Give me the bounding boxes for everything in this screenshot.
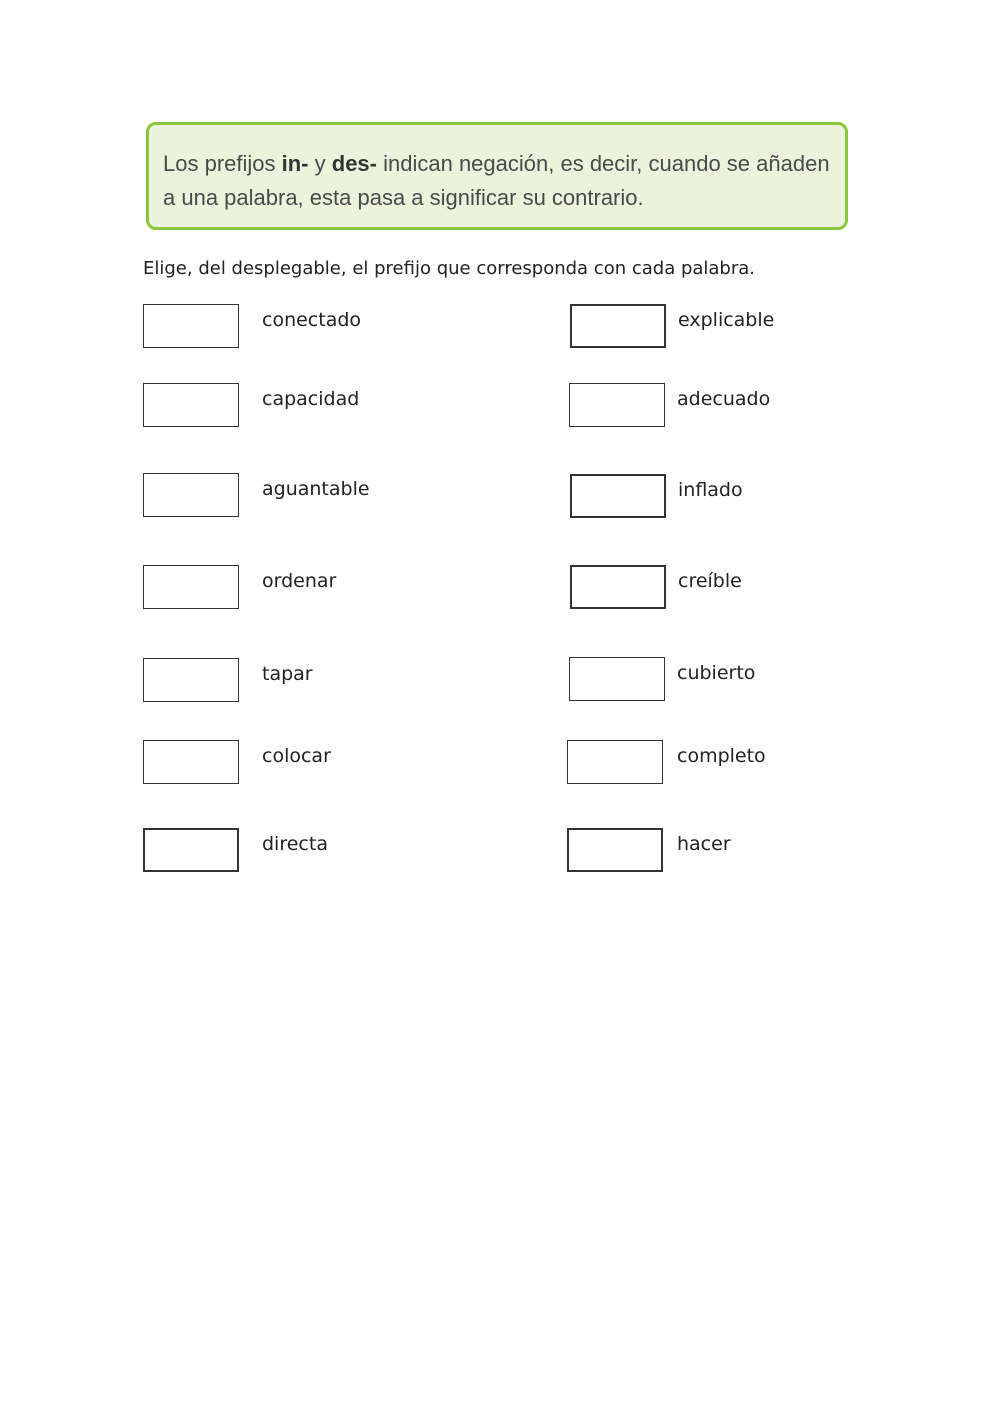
word-label: aguantable [262,478,370,500]
prefix-dropdown[interactable] [143,304,239,348]
word-label: directa [262,833,328,855]
word-label: completo [677,745,766,767]
prefix-dropdown[interactable] [143,828,239,872]
prefix-dropdown[interactable] [569,657,665,701]
word-label: creíble [678,570,742,592]
word-label: tapar [262,663,313,685]
prefix-dropdown[interactable] [567,740,663,784]
prefix-dropdown[interactable] [570,474,666,518]
word-label: capacidad [262,388,360,410]
word-label: explicable [678,309,775,331]
prefix-dropdown[interactable] [569,383,665,427]
prefix-dropdown[interactable] [143,565,239,609]
prefix-dropdown[interactable] [567,828,663,872]
info-text-part3: indican negación, es decir, cuando se añaden a una palabra, esta pasa a significar su contrario. [163,151,830,210]
info-text-part2: y [308,151,332,176]
word-label: conectado [262,309,362,331]
prefix-dropdown[interactable] [570,565,666,609]
prefix-des: des- [331,151,377,176]
instruction-text: Elige, del desplegable, el prefijo que corresponda con cada palabra. [143,258,756,279]
word-label: cubierto [677,662,756,684]
info-text-part1: Los prefijos [163,151,282,176]
prefix-dropdown[interactable] [143,383,239,427]
info-box [146,122,848,230]
word-label: hacer [677,833,731,855]
prefix-dropdown[interactable] [143,658,239,702]
prefix-dropdown[interactable] [570,304,666,348]
prefix-dropdown[interactable] [143,473,239,517]
prefix-dropdown[interactable] [143,740,239,784]
prefix-in: in- [281,151,309,176]
word-label: adecuado [677,388,771,410]
word-label: colocar [262,745,331,767]
word-label: ordenar [262,570,337,592]
word-label: inflado [678,479,743,501]
